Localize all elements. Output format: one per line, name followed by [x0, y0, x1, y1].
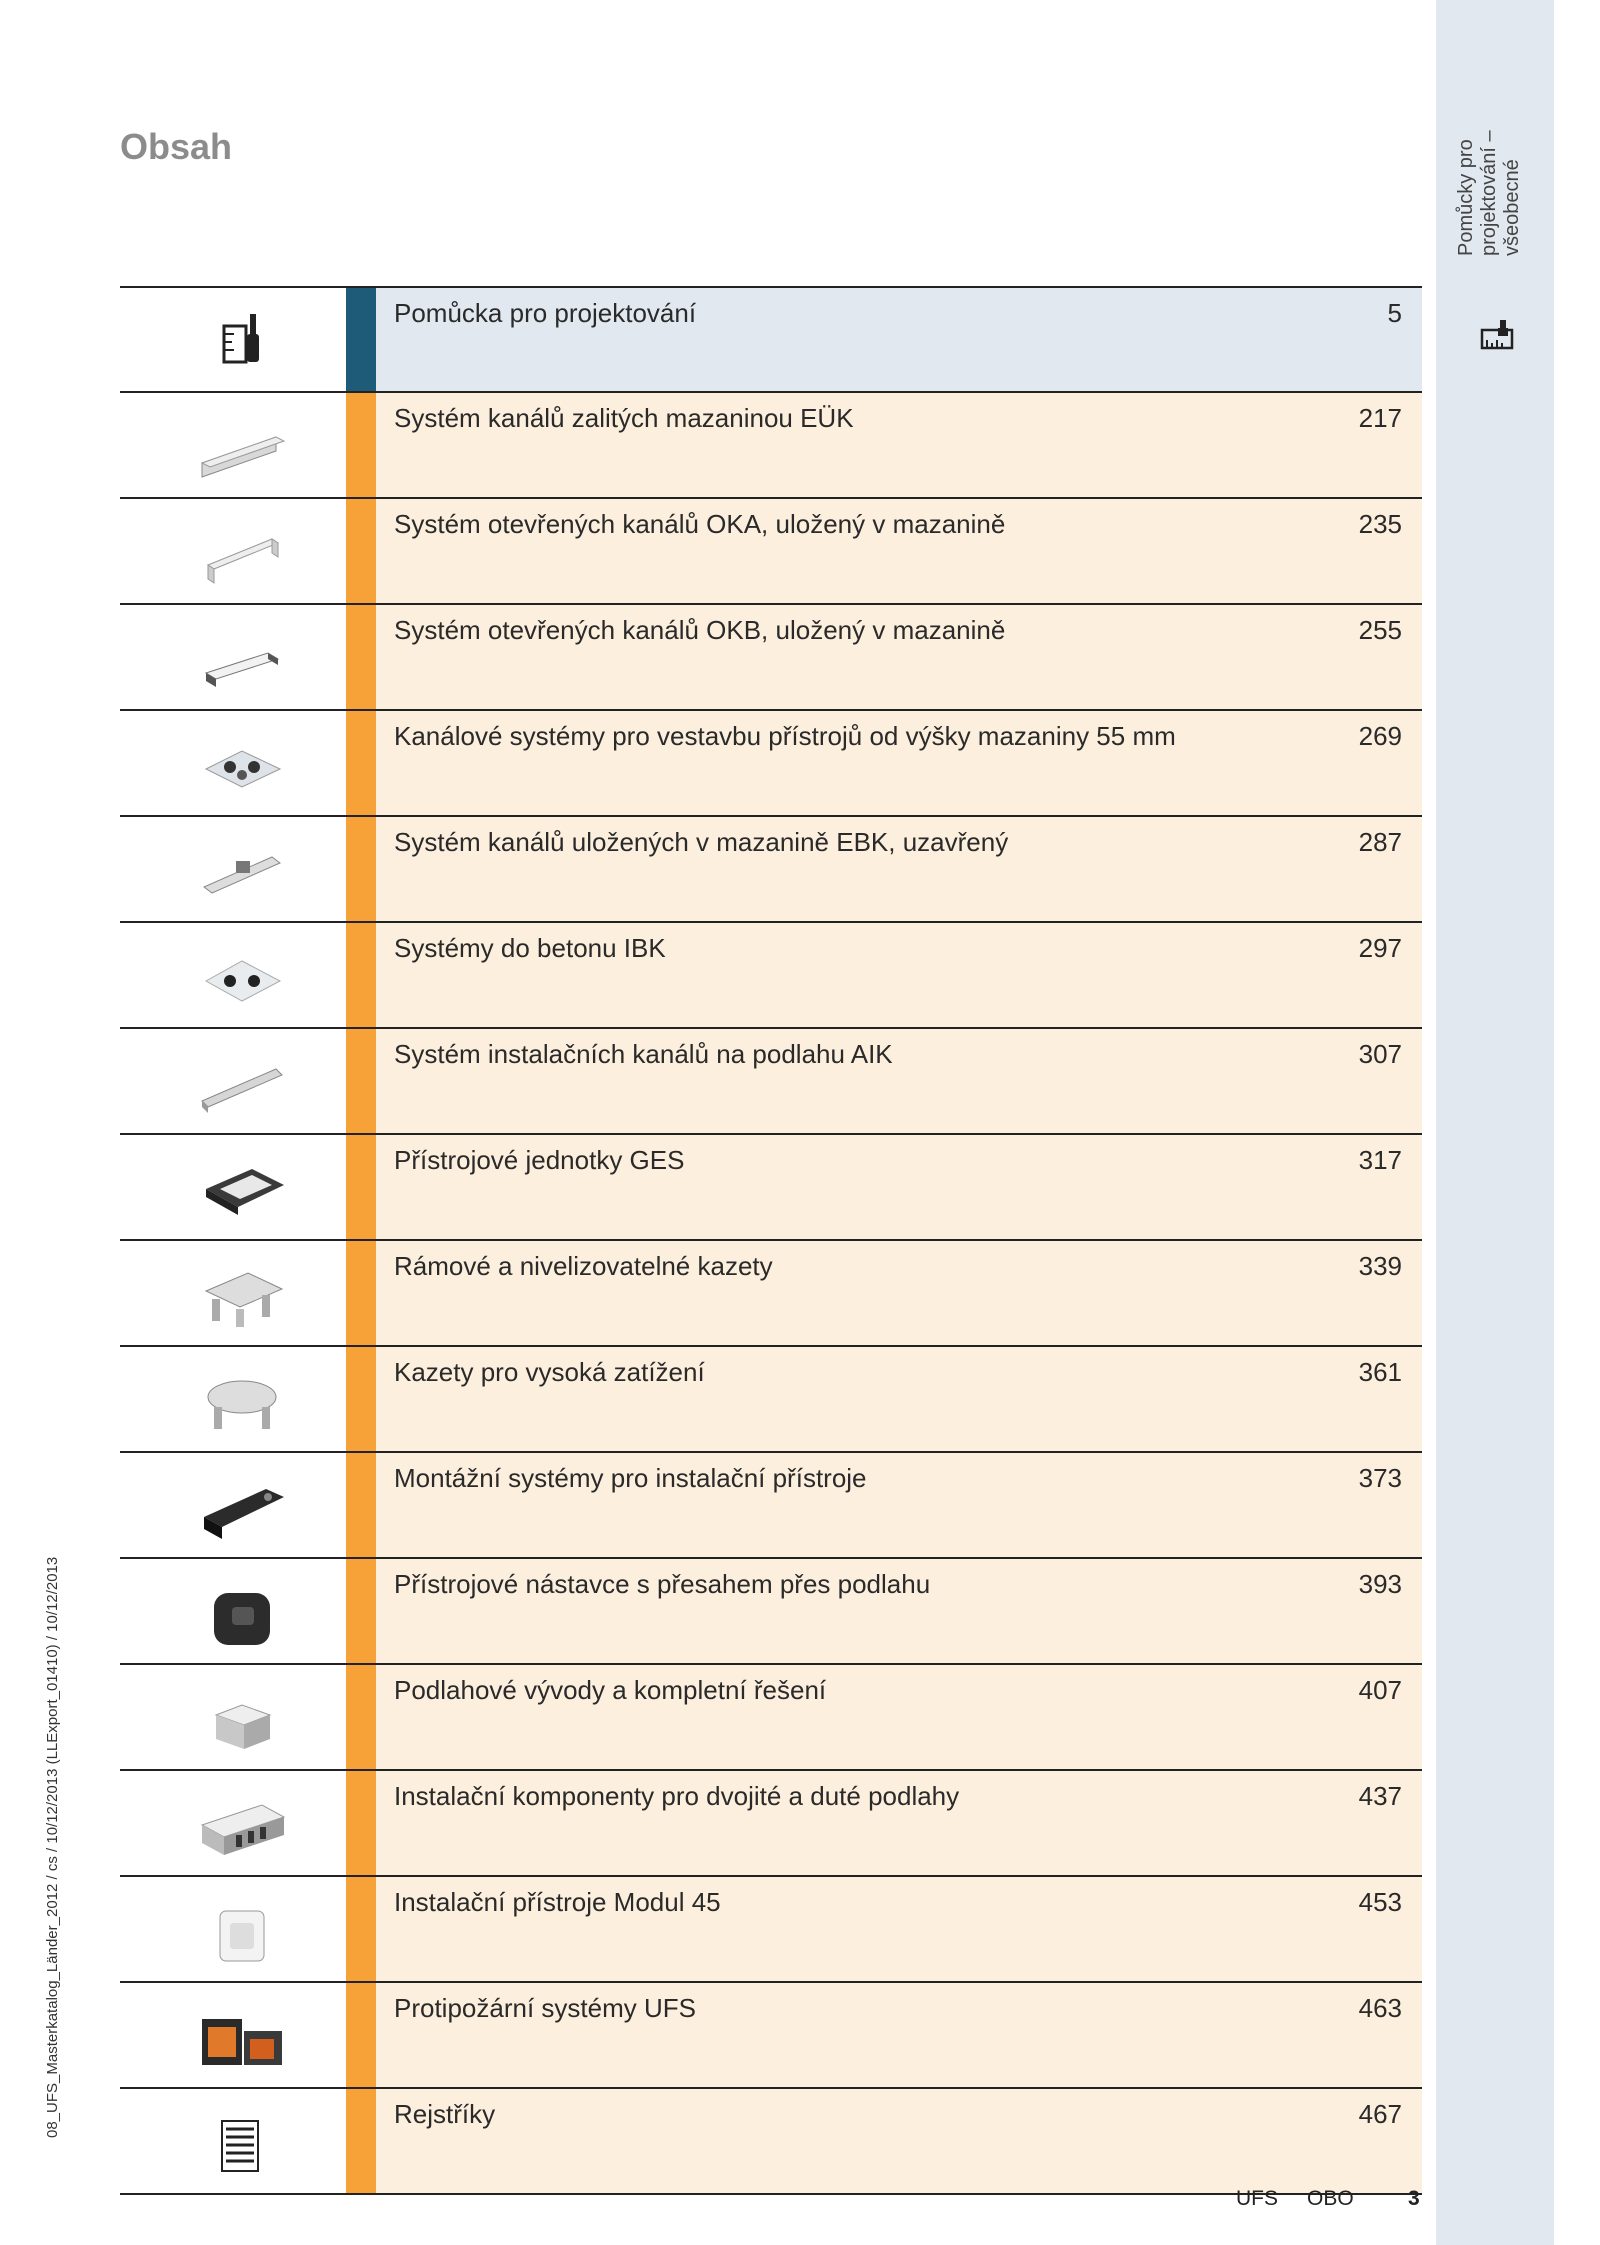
toc-entry-title: Systém otevřených kanálů OKA, uložený v mazanině — [394, 509, 1006, 539]
row-color-bar — [346, 1453, 376, 1557]
concrete-system-icon — [192, 937, 292, 1013]
toc-row[interactable] — [120, 1347, 1422, 1453]
toc-entry-title: Systém instalačních kanálů na podlahu AIK — [394, 1039, 893, 1069]
toc-entry-title: Pomůcka pro projektování — [394, 298, 697, 328]
toc-row[interactable] — [120, 1983, 1422, 2089]
row-body — [376, 1241, 1422, 1345]
toc-entry-title: Kanálové systémy pro vestavbu přístrojů od výšky mazaniny 55 mm — [394, 721, 1176, 751]
row-color-bar — [346, 1877, 376, 1981]
toc-entry-page: 269 — [1358, 721, 1402, 751]
row-thumbnail — [120, 2089, 346, 2193]
row-body — [376, 499, 1422, 603]
closed-duct-ebk-icon — [192, 831, 292, 907]
row-color-bar — [346, 711, 376, 815]
page-number: 3 — [1408, 2187, 1420, 2210]
row-thumbnail — [120, 1135, 346, 1239]
toc-row[interactable] — [120, 923, 1422, 1029]
row-color-bar — [346, 2089, 376, 2193]
row-thumbnail — [120, 288, 346, 391]
row-thumbnail — [120, 605, 346, 709]
toc-entry-page: 297 — [1358, 933, 1402, 963]
toc-entry-page: 339 — [1358, 1251, 1402, 1281]
toc-row[interactable] — [120, 605, 1422, 711]
flat-duct-system-icon — [192, 725, 292, 801]
toc-entry-page: 373 — [1358, 1463, 1402, 1493]
toc-entry-title: Systém otevřených kanálů OKB, uložený v mazanině — [394, 615, 1006, 645]
mounting-system-icon — [192, 1467, 292, 1543]
footer-brand-ufs: UFS — [1236, 2187, 1278, 2210]
page-title: Obsah — [120, 126, 233, 167]
toc-entry-title: Instalační přístroje Modul 45 — [394, 1887, 721, 1917]
row-color-bar — [346, 1347, 376, 1451]
toc-entry-page: 307 — [1358, 1039, 1402, 1069]
row-thumbnail — [120, 1029, 346, 1133]
row-color-bar — [346, 1665, 376, 1769]
toc-entry-page: 317 — [1358, 1145, 1402, 1175]
row-color-bar — [346, 1241, 376, 1345]
toc-entry-title: Přístrojové jednotky GES — [394, 1145, 685, 1175]
ruler-screwdriver-icon — [192, 302, 292, 378]
floor-duct-aik-icon — [192, 1043, 292, 1119]
row-body — [376, 288, 1422, 391]
toc-entry-title: Rejstříky — [394, 2099, 496, 2129]
toc-entry-page: 287 — [1358, 827, 1402, 857]
toc-row[interactable] — [120, 288, 1422, 393]
toc-row[interactable] — [120, 1241, 1422, 1347]
toc-row[interactable] — [120, 711, 1422, 817]
frame-cassette-icon — [192, 1255, 292, 1331]
toc-row[interactable] — [120, 1771, 1422, 1877]
row-color-bar — [346, 817, 376, 921]
footer-brand-obo: OBO — [1307, 2187, 1354, 2210]
toc-entry-page: 5 — [1387, 298, 1402, 328]
row-color-bar — [346, 1559, 376, 1663]
row-body — [376, 711, 1422, 815]
toc-entry-title: Systém kanálů zalitých mazaninou EÜK — [394, 403, 854, 433]
toc-entry-title: Podlahové vývody a kompletní řešení — [394, 1675, 827, 1705]
row-thumbnail — [120, 1453, 346, 1557]
ruler-screwdriver-icon — [1480, 316, 1514, 352]
row-thumbnail — [120, 1665, 346, 1769]
toc-row[interactable] — [120, 1135, 1422, 1241]
toc-row[interactable] — [120, 393, 1422, 499]
row-body — [376, 2089, 1422, 2193]
toc-entry-title: Protipožární systémy UFS — [394, 1993, 696, 2023]
floor-outlet-icon — [192, 1679, 292, 1755]
open-duct-oka-icon — [192, 513, 292, 589]
row-body — [376, 1771, 1422, 1875]
toc-entry-page: 235 — [1358, 509, 1402, 539]
toc-row[interactable] — [120, 1029, 1422, 1135]
row-color-bar — [346, 1771, 376, 1875]
toc-row[interactable] — [120, 1877, 1422, 1983]
row-thumbnail — [120, 393, 346, 497]
toc-entry-title: Přístrojové nástavce s přesahem přes podlahu — [394, 1569, 931, 1599]
row-body — [376, 1983, 1422, 2087]
footer-file-info: 08_UFS_Masterkatalog_Länder_2012 / cs / 10/12/2013 (LLExport_01410) / 10/12/2013 — [44, 1556, 61, 2138]
toc-entry-title: Montážní systémy pro instalační přístroje — [394, 1463, 867, 1493]
row-thumbnail — [120, 1877, 346, 1981]
toc-entry-page: 393 — [1358, 1569, 1402, 1599]
side-tab-label: Pomůcky pro projektování – všeobecné — [1455, 130, 1523, 256]
row-thumbnail — [120, 817, 346, 921]
toc-entry-page: 463 — [1358, 1993, 1402, 2023]
row-color-bar — [346, 1029, 376, 1133]
row-color-bar — [346, 288, 376, 391]
row-color-bar — [346, 605, 376, 709]
row-body — [376, 1877, 1422, 1981]
toc-entry-title: Kazety pro vysoká zatížení — [394, 1357, 705, 1387]
fire-protection-icon — [192, 1997, 292, 2073]
heavy-load-cassette-icon — [192, 1361, 292, 1437]
row-color-bar — [346, 1983, 376, 2087]
row-body — [376, 1453, 1422, 1557]
toc-row[interactable] — [120, 2089, 1422, 2195]
row-color-bar — [346, 923, 376, 1027]
toc-entry-page: 437 — [1358, 1781, 1402, 1811]
row-thumbnail — [120, 1771, 346, 1875]
open-duct-okb-icon — [192, 619, 292, 695]
row-body — [376, 1029, 1422, 1133]
row-body — [376, 1665, 1422, 1769]
row-thumbnail — [120, 1347, 346, 1451]
toc-entry-title: Systém kanálů uložených v mazanině EBK, uzavřený — [394, 827, 1009, 857]
toc-entry-page: 453 — [1358, 1887, 1402, 1917]
toc-row[interactable] — [120, 1453, 1422, 1559]
row-body — [376, 1135, 1422, 1239]
row-body — [376, 817, 1422, 921]
toc-entry-page: 467 — [1358, 2099, 1402, 2129]
row-thumbnail — [120, 1241, 346, 1345]
toc-entry-page: 217 — [1358, 403, 1402, 433]
toc-row[interactable] — [120, 1559, 1422, 1665]
raised-floor-component-icon — [192, 1785, 292, 1861]
row-body — [376, 1347, 1422, 1451]
toc-row[interactable] — [120, 1665, 1422, 1771]
row-body — [376, 605, 1422, 709]
row-thumbnail — [120, 1559, 346, 1663]
row-body — [376, 923, 1422, 1027]
row-thumbnail — [120, 499, 346, 603]
modul45-device-icon — [192, 1891, 292, 1967]
toc-entry-title: Rámové a nivelizovatelné kazety — [394, 1251, 773, 1281]
index-icon — [192, 2103, 292, 2179]
table-of-contents — [120, 286, 1422, 2195]
row-color-bar — [346, 393, 376, 497]
row-thumbnail — [120, 923, 346, 1027]
row-body — [376, 1559, 1422, 1663]
row-thumbnail — [120, 1983, 346, 2087]
row-body — [376, 393, 1422, 497]
toc-entry-page: 361 — [1358, 1357, 1402, 1387]
device-unit-ges-icon — [192, 1149, 292, 1225]
screed-duct-icon — [192, 407, 292, 483]
toc-entry-title: Instalační komponenty pro dvojité a duté podlahy — [394, 1781, 960, 1811]
floor-attachment-icon — [192, 1573, 292, 1649]
toc-row[interactable] — [120, 499, 1422, 605]
toc-entry-page: 255 — [1358, 615, 1402, 645]
toc-row[interactable] — [120, 817, 1422, 923]
row-color-bar — [346, 1135, 376, 1239]
row-color-bar — [346, 499, 376, 603]
toc-entry-page: 407 — [1358, 1675, 1402, 1705]
toc-entry-title: Systémy do betonu IBK — [394, 933, 666, 963]
row-thumbnail — [120, 711, 346, 815]
